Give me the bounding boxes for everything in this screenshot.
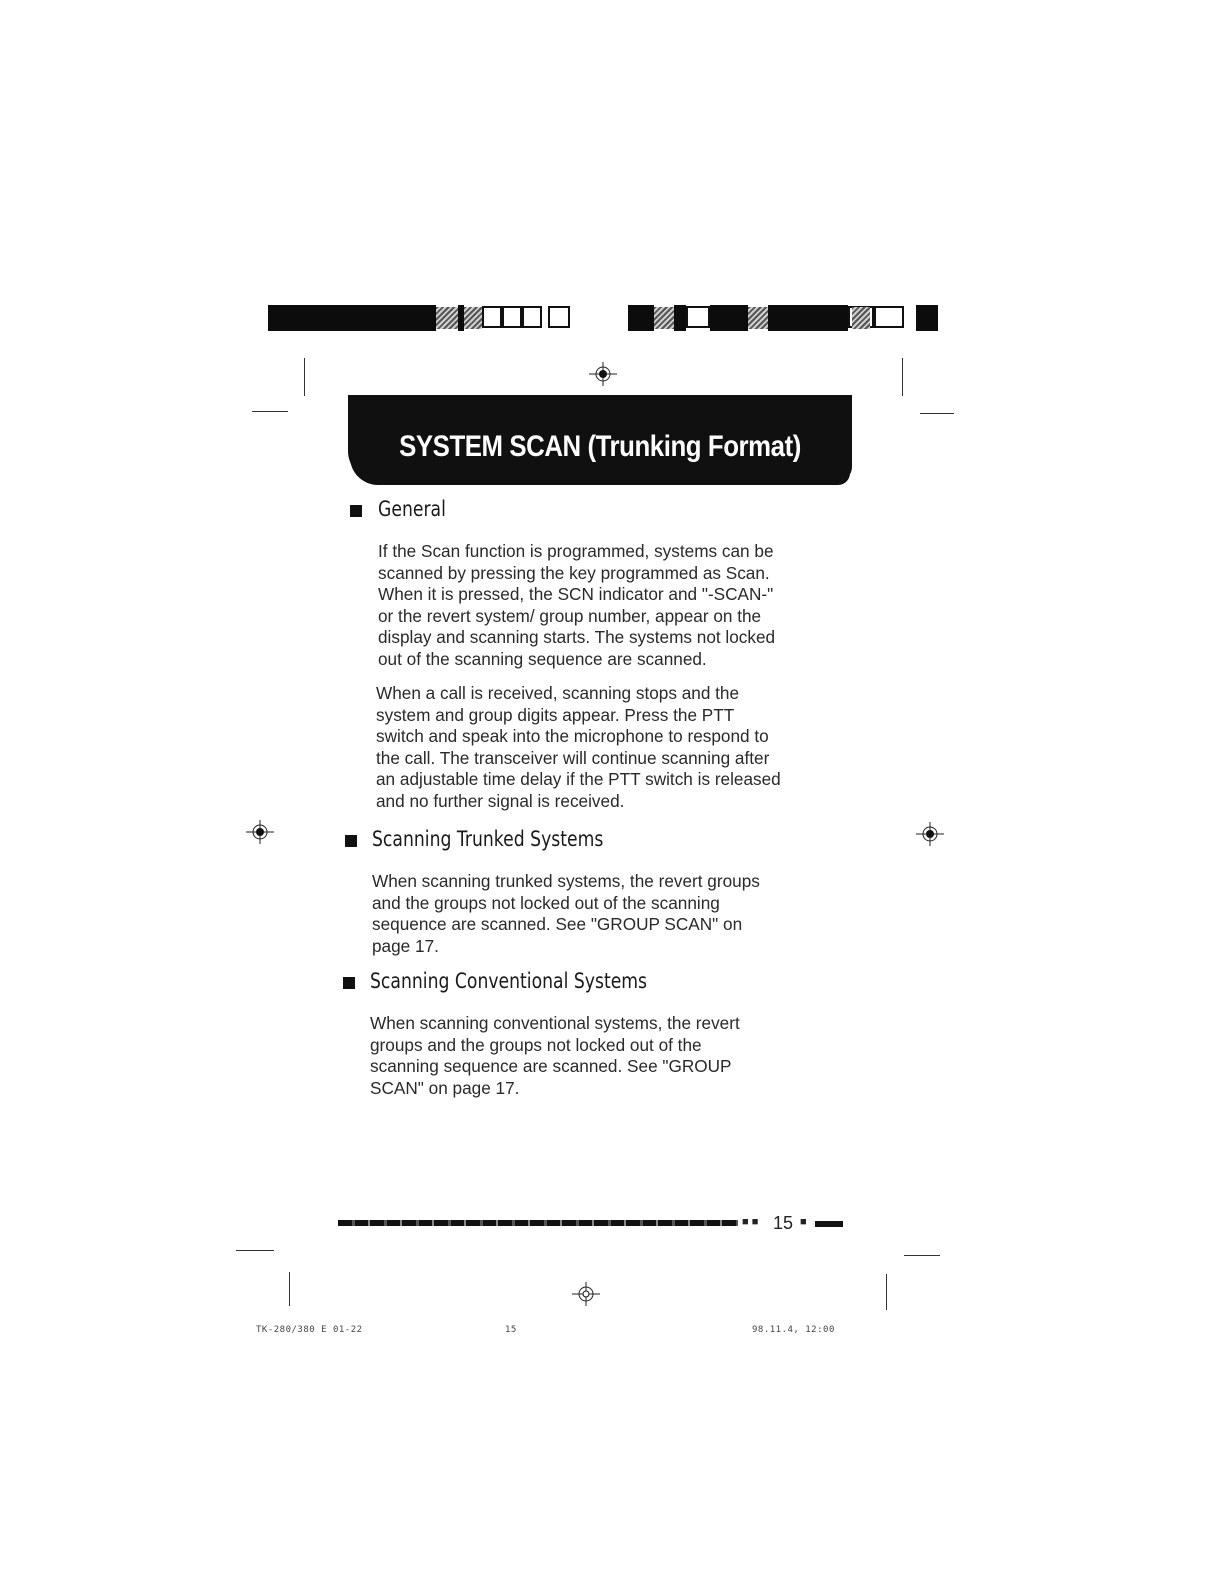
crop-mark (920, 413, 954, 414)
section-heading-conventional: Scanning Conventional Systems (370, 969, 648, 993)
crop-mark (904, 1255, 940, 1256)
registration-mark-icon (587, 358, 619, 390)
top-tab-bar (268, 305, 938, 331)
footer-rule (338, 1220, 738, 1226)
section-heading-general: General (378, 497, 446, 521)
crop-mark (304, 358, 305, 396)
crop-mark (289, 1272, 290, 1306)
paragraph-conventional: When scanning conventional systems, the revert groups and the groups not locked out of the scanning sequence are scanned. See "GROUP SCAN" on page 17. (370, 1013, 740, 1098)
page-number: 15 (773, 1213, 794, 1233)
paragraph-trunked: When scanning trunked systems, the revert groups and the groups not locked out of the scanning sequence are scanned. See "GROUP SCAN" on page 17. (372, 871, 760, 956)
crop-mark (236, 1250, 274, 1251)
section-bullet (343, 977, 355, 989)
section-bullet (345, 835, 357, 847)
paragraph-general-1: If the Scan function is programmed, systems can be scanned by pressing the key programmed as Scan. When it is pressed, the SCN indicator and "-SCAN-" or the revert system/ group number, appear on the display and scanning starts. The systems not locked out of the scanning sequence are scanned. (378, 541, 776, 669)
crop-mark (902, 358, 903, 396)
slug-date: 98.11.4, 12:00 (752, 1325, 835, 1335)
footer-bar (815, 1221, 843, 1227)
footer-dot: ■ (800, 1216, 807, 1228)
footer-dots: ■ ■ (742, 1216, 759, 1228)
registration-mark-icon (244, 816, 276, 848)
crop-mark (252, 411, 288, 412)
crop-mark (886, 1274, 887, 1310)
page-title: SYSTEM SCAN (Trunking Format) (399, 430, 801, 463)
slug-file: TK-280/380 E 01-22 (256, 1325, 363, 1335)
registration-mark-icon (914, 818, 946, 850)
paragraph-general-2: When a call is received, scanning stops and the system and group digits appear. Press the PTT switch and speak into the microphone to respond to the call. The transceiver will continue scanning after an adjustable time delay if the PTT switch is released and no further signal is received. (376, 683, 781, 811)
registration-mark-icon (570, 1278, 602, 1310)
section-bullet (350, 505, 362, 517)
slug-page: 15 (505, 1325, 517, 1335)
section-heading-trunked: Scanning Trunked Systems (372, 827, 604, 851)
